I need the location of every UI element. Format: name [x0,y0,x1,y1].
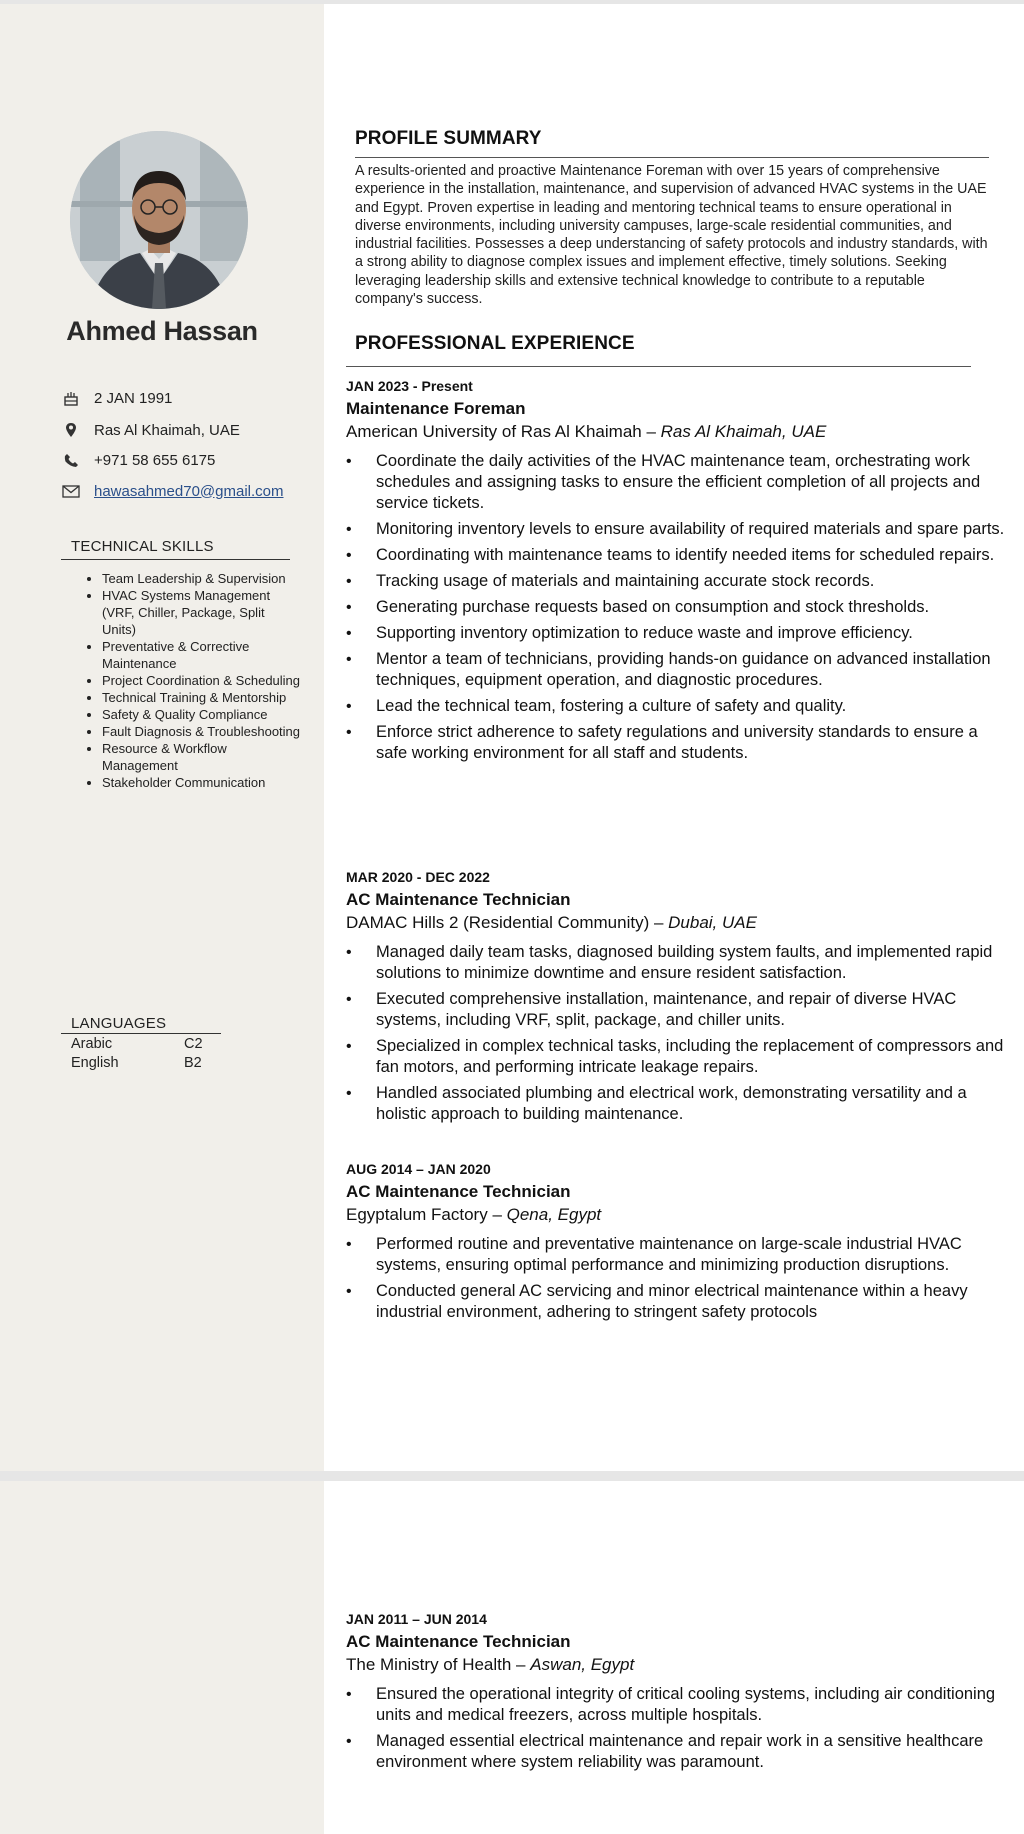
contact-birthdate [62,389,172,407]
experience-heading: PROFESSIONAL EXPERIENCE [355,333,635,354]
job-bullets [346,451,1006,764]
resume-page-1 [0,4,1024,1471]
job-bullet: • Coordinate the daily activities of the HVAC maintenance team, orchestrating work schedules and assigning tasks to ensure the efficient completion of all projects and service tickets. [376,451,1006,514]
summary-heading: PROFILE SUMMARY [355,128,542,149]
job-organization [346,422,1006,442]
job-bullet: • Mentor a team of technicians, providing hands-on guidance on advanced installation techniques, equipment operation, and diagnostic procedures. [376,649,1006,691]
job-organization [346,913,1006,933]
job-bullet: • Supporting inventory optimization to reduce waste and improve efficiency. [376,623,1006,644]
job-bullet: • Monitoring inventory levels to ensure availability of required materials and spare parts. [376,519,1006,540]
job-bullet: • Generating purchase requests based on consumption and stock thresholds. [376,597,1006,618]
job-entry [346,1611,1006,1778]
experience-divider [346,366,971,367]
skill-item: • Stakeholder Communication [102,774,302,791]
language-level: B2 [184,1055,202,1071]
employer-name: DAMAC Hills 2 (Residential Community) – [346,913,669,932]
job-bullet: • Enforce strict adherence to safety regulations and university standards to ensure a safe working environment for all staff and students. [376,722,1006,764]
job-bullet: • Executed comprehensive installation, maintenance, and repair of diverse HVAC systems, including VRF, split, package, and chiller units. [376,989,1006,1031]
skill-item: • Project Coordination & Scheduling [102,672,302,689]
language-name: English [71,1055,119,1071]
languages-table [71,1035,214,1073]
job-location: Dubai, UAE [668,913,757,932]
employer-name: Egyptalum Factory – [346,1205,507,1224]
profile-photo [70,131,248,309]
sidebar [0,4,324,1471]
languages-heading: LANGUAGES [71,1015,167,1032]
job-dates: JAN 2023 - Present [346,378,473,394]
job-entry [346,1161,1006,1328]
job-dates: AUG 2014 – JAN 2020 [346,1161,491,1177]
job-bullet: • Tracking usage of materials and maintaining accurate stock records. [376,571,1006,592]
contact-location [62,421,240,439]
cake-icon [62,389,80,407]
skill-item: • Fault Diagnosis & Troubleshooting [102,723,302,740]
email-icon [62,482,80,500]
skill-item: • Safety & Quality Compliance [102,706,302,723]
email-link[interactable]: hawasahmed70@gmail.com [94,482,284,500]
profile-summary: A results-oriented and proactive Maintenance Foreman with over 15 years of comprehensive experience in the installation, maintenance, and supervision of advanced HVAC systems in the UAE and Egypt. Proven expertise in leading and mentoring technical teams to ensure operational in diverse environments, including university campuses, large-scale residential communities, and industrial facilities. Possesses a deep understancing of safety protocols and industry standards, with a strong ability to diagnose complex issues and implement effective, timely solutions. Seeking leveraging leadership skills and extensive technical knowledge to contribute to a reputable company's success. [355,163,988,308]
contact-email [62,482,284,500]
job-dates: JAN 2011 – JUN 2014 [346,1611,487,1627]
job-bullet: • Handled associated plumbing and electrical work, demonstrating versatility and a holistic approach to building maintenance. [376,1083,1006,1125]
job-organization [346,1205,1006,1225]
job-bullet: • Coordinating with maintenance teams to identify needed items for scheduled repairs. [376,545,1006,566]
job-location: Qena, Egypt [506,1205,602,1224]
job-bullet: • Conducted general AC servicing and minor electrical maintenance within a heavy industrial environment, adhering to stringent safety protocols [376,1281,1006,1323]
job-bullet: • Lead the technical team, fostering a culture of safety and quality. [376,696,1006,717]
job-bullets [346,1684,1006,1773]
skills-list [68,570,302,791]
job-bullets [346,942,1006,1125]
job-bullet: • Specialized in complex technical tasks, including the replacement of compressors and fan motors, and performing intricate leakage repairs. [376,1036,1006,1078]
job-title: AC Maintenance Technician [346,890,571,909]
job-location: Aswan, Egypt [530,1655,635,1674]
job-location: Ras Al Khaimah, UAE [660,422,827,441]
skills-heading: TECHNICAL SKILLS [71,538,214,555]
language-row [71,1054,214,1073]
sidebar [0,1481,324,1834]
skill-item: • Technical Training & Mentorship [102,689,302,706]
employer-name: The Ministry of Health – [346,1655,531,1674]
job-bullet: • Performed routine and preventative maintenance on large-scale industrial HVAC systems, ensuring optimal performance and minimizing production disruptions. [376,1234,1006,1276]
job-organization [346,1655,1006,1675]
job-bullet: • Managed daily team tasks, diagnosed building system faults, and implemented rapid solutions to minimize downtime and ensure resident satisfaction. [376,942,1006,984]
contact-text: Ras Al Khaimah, UAE [94,421,240,439]
job-title: AC Maintenance Technician [346,1182,571,1201]
contact-text: +971 58 655 6175 [94,451,216,469]
person-name: Ahmed Hassan [66,316,258,346]
phone-icon [62,451,80,469]
contact-phone [62,451,215,469]
skill-item: • Preventative & Corrective Maintenance [102,638,302,672]
resume-page-2 [0,1481,1024,1834]
language-row [71,1035,214,1054]
job-entry [346,378,1006,769]
skill-item: • Team Leadership & Supervision [102,570,302,587]
skills-divider [61,559,290,560]
job-bullet: • Managed essential electrical maintenance and repair work in a sensitive healthcare environment where system reliability was paramount. [376,1731,1006,1773]
location-pin-icon [62,421,80,439]
summary-divider [355,157,989,158]
job-entry [346,869,1006,1130]
job-dates: MAR 2020 - DEC 2022 [346,869,490,885]
skill-item: • HVAC Systems Management (VRF, Chiller, Package, Split Units) [102,587,302,638]
languages-divider [61,1033,221,1034]
job-bullet: • Ensured the operational integrity of critical cooling systems, including air conditioning units and medical freezers, across multiple hospitals. [376,1684,1006,1726]
contact-text: 2 JAN 1991 [94,389,173,407]
job-title: Maintenance Foreman [346,399,526,418]
job-title: AC Maintenance Technician [346,1632,571,1651]
avatar [70,131,248,309]
job-bullets [346,1234,1006,1323]
language-level: C2 [184,1036,203,1052]
employer-name: American University of Ras Al Khaimah – [346,422,661,441]
skill-item: • Resource & Workflow Management [102,740,302,774]
language-name: Arabic [71,1036,113,1052]
